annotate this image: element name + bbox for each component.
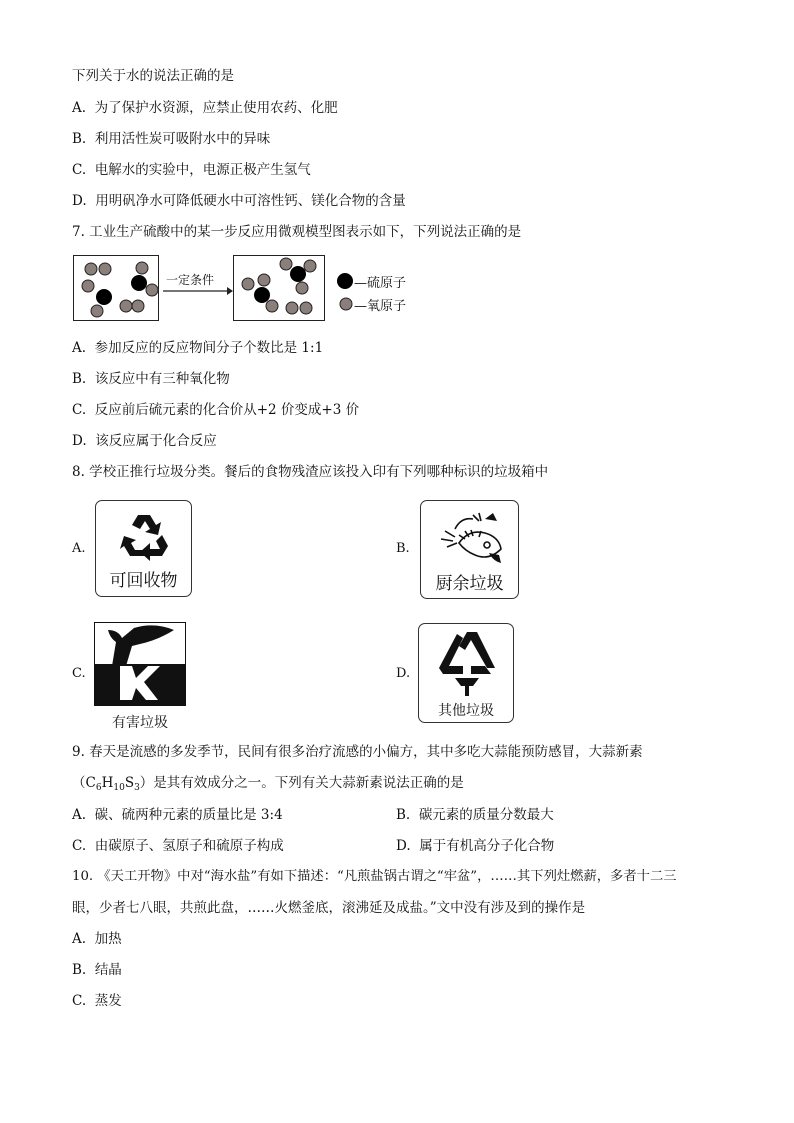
products-box — [233, 255, 325, 321]
q8-option-a-key: A. — [72, 541, 86, 556]
kitchen-waste-icon — [435, 509, 507, 567]
q8-stem: 8. 学校正推行垃圾分类。餐后的食物残渣应该投入印有下列哪种标识的垃圾箱中 — [72, 464, 549, 480]
q9-option-a — [72, 806, 283, 824]
formula-element: S — [124, 775, 135, 791]
formula-element: H — [101, 775, 114, 791]
q9-option-c — [72, 837, 284, 855]
sign-caption: 可回收物 — [109, 571, 178, 591]
sign-caption: 其他垃圾 — [438, 703, 494, 719]
option-text: 用明矾净水可降低硬水中可溶性钙、镁化合物的含量 — [95, 193, 406, 209]
sign-caption: 厨余垃圾 — [435, 574, 504, 594]
q8-option-c-sign — [94, 622, 186, 732]
oxygen-atom-icon — [338, 296, 354, 312]
q6-stem: 下列关于水的说法正确的是 — [72, 68, 234, 84]
option-text: 属于有机高分子化合物 — [419, 838, 555, 854]
q10-stem-line2: 眼，少者七八眼，共煎此盘，……火燃釜底，滚沸延及成盐。”文中没有涉及到的操作是 — [72, 900, 586, 916]
q10-option-b — [72, 961, 122, 979]
option-text: 蒸发 — [94, 993, 122, 1009]
option-text: 加热 — [94, 931, 122, 947]
q6-option-b — [72, 130, 270, 148]
option-key: B. — [396, 807, 411, 823]
formula-close: ） — [139, 775, 154, 791]
reactant-molecules — [74, 256, 158, 320]
option-text: 为了保护水资源，应禁止使用农药、化肥 — [94, 100, 338, 116]
q8-option-b-sign — [420, 500, 519, 599]
option-text: 利用活性炭可吸附水中的异味 — [94, 131, 271, 147]
formula-sub: 10 — [113, 783, 125, 793]
q6-option-c — [72, 161, 311, 179]
q8-option-b-key: B. — [396, 541, 410, 556]
q9-option-d — [396, 837, 554, 855]
option-key: B. — [72, 371, 87, 387]
q6-option-d — [72, 192, 406, 210]
q7-option-a — [72, 339, 323, 357]
reactants-box — [73, 255, 159, 321]
other-waste-icon — [435, 630, 499, 698]
arrow-label: 一定条件 — [166, 273, 215, 287]
option-text: 碳、硫两种元素的质量比是 3:4 — [94, 807, 283, 823]
q8-option-a-sign — [95, 500, 192, 597]
legend-oxygen: —氧原子 — [354, 299, 407, 314]
stem-text: 是其有效成分之一。下列有关大蒜新素说法正确的是 — [153, 775, 464, 791]
formula-open: （C — [72, 775, 96, 791]
product-molecules — [234, 256, 324, 320]
sulfur-atom-icon — [336, 272, 354, 290]
option-key: C. — [72, 402, 87, 418]
option-text: 结晶 — [94, 962, 122, 978]
q9-stem-line1: 9. 春天是流感的多发季节，民间有很多治疗流感的小偏方，其中多吃大蒜能预防感冒，大蒜新素 — [72, 744, 643, 760]
option-key: A. — [72, 340, 87, 356]
option-key: B. — [72, 962, 87, 978]
option-key: A. — [72, 807, 87, 823]
q9-option-b — [396, 806, 554, 824]
reaction-arrow-icon — [163, 286, 233, 296]
option-text: 由碳原子、氢原子和硫原子构成 — [94, 838, 284, 854]
option-text: 电解水的实验中，电源正极产生氢气 — [94, 162, 311, 178]
formula-sub: 3 — [134, 783, 140, 793]
q8-option-d-sign — [418, 623, 514, 723]
q9-stem-line2 — [72, 774, 464, 797]
q8-option-c-key: C. — [72, 666, 86, 681]
option-text: 该反应中有三种氧化物 — [94, 371, 230, 387]
q7-stem: 7. 工业生产硫酸中的某一步反应用微观模型图表示如下，下列说法正确的是 — [72, 224, 522, 240]
hazardous-waste-icon — [94, 622, 186, 706]
q10-option-c — [72, 992, 122, 1010]
option-key: A. — [72, 100, 87, 116]
option-key: D. — [72, 433, 87, 449]
option-key: B. — [72, 131, 87, 147]
recycle-icon — [118, 511, 170, 561]
option-key: D. — [72, 193, 87, 209]
q10-stem-line1: 10. 《天工开物》中对“海水盐”有如下描述：“凡煎盐锅古谓之“牢盆”，……其下列灶燃薪，多者十二三 — [72, 869, 677, 884]
option-key: C. — [72, 162, 87, 178]
q7-option-b — [72, 370, 230, 388]
formula-sub: 6 — [95, 783, 102, 793]
q8-option-d-key: D. — [396, 666, 411, 681]
option-text: 反应前后硫元素的化合价从+2 价变成+3 价 — [94, 402, 360, 418]
sign-caption: 有害垃圾 — [112, 715, 168, 731]
option-key: C. — [72, 838, 87, 854]
q7-option-c — [72, 401, 359, 419]
q10-option-a — [72, 930, 122, 948]
option-key: A. — [72, 931, 87, 947]
option-text: 参加反应的反应物间分子个数比是 1:1 — [94, 340, 324, 356]
option-key: C. — [72, 993, 87, 1009]
option-key: D. — [396, 838, 411, 854]
q7-option-d — [72, 432, 217, 450]
legend-sulfur: —硫原子 — [354, 276, 407, 291]
q6-option-a — [72, 99, 338, 117]
option-text: 该反应属于化合反应 — [95, 433, 217, 449]
option-text: 碳元素的质量分数最大 — [418, 807, 554, 823]
